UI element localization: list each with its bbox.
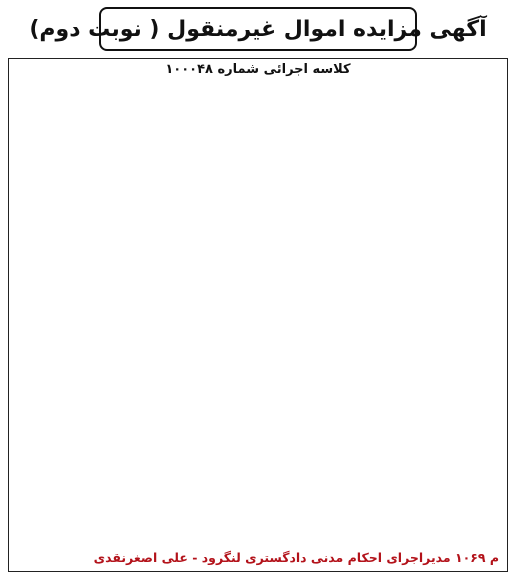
notice-title: آگهی مزایده اموال غیرمنقول ( نوبت دوم): [29, 16, 487, 42]
notice-frame: [8, 58, 508, 572]
notice-title-box: [29, 7, 487, 51]
notice-body: [17, 83, 499, 538]
case-number-heading: کلاسه اجرائی شماره ۱۰۰۰۴۸: [165, 62, 351, 77]
notice-signature: م ۱۰۶۹ مدیراجرای احکام مدنی دادگستری لنگرود - علی اصغرنقدی: [93, 550, 499, 565]
